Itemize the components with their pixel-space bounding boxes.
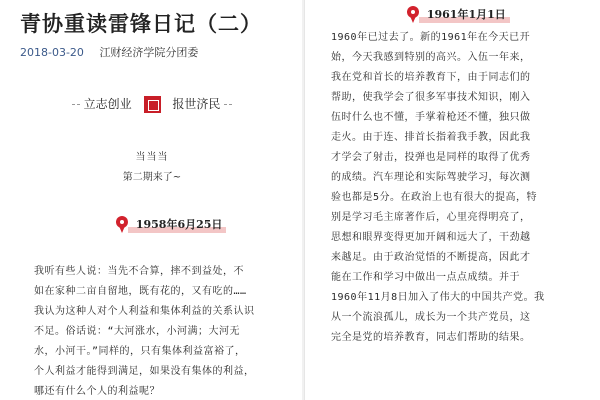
entry-line: 别是学习毛主席著作后，心里亮得明亮了， [331,212,531,223]
pin-icon [405,6,421,24]
motto-right: 报世济民 [172,97,221,111]
motto-banner [0,95,304,113]
right-page [304,0,600,400]
diary-entry-text [34,262,280,400]
article-meta [20,44,198,60]
entry-line: 伍时什么也不懂，手掌着枪还不懂，独只做 [331,112,531,123]
entry-line: 我在党和首长的培养教育下，由于同志们的 [331,72,531,83]
entry-line: 1960年11月8日加入了伟大的中国共产党。我 [331,292,545,303]
entry-line: 我认为这种人对个人利益和集体利益的关系认识 [34,306,255,317]
entry-line: 走火。由于连、排首长指着我手教，因此我 [331,132,531,143]
entry-line: 的成绩。汽车理论和实际驾驶学习，每次测 [331,172,531,183]
entry-line: 我听有些人说：当先不合算，摔不到益处，不 [34,266,244,277]
diary-date-heading: 1958年6月25日 [114,216,222,234]
entry-line: 才学会了射击，投弹也是同样的取得了优秀 [331,152,531,163]
entry-line: 水，小河干。”同样的，只有集体利益富裕了， [34,346,246,357]
entry-line: 1960年已过去了。新的1961年在今天已开 [331,32,531,43]
entry-line: 来越足。由于政治觉悟的不断提高，因此才 [331,252,531,263]
article-title: 青协重读雷锋日记（二） [20,11,262,36]
pin-icon [114,216,130,234]
diary-entry-text [331,28,577,348]
entry-line: 个人利益才能得到满足，如果没有集体的利益， [34,366,255,377]
entry-line: 验也都是5分。在政治上也有很大的提高，特 [331,192,538,203]
diary-date-heading: 1961年1月1日 [405,6,506,24]
entry-line: 帮助，使我学会了很多军事技术知识，刚入 [331,92,531,103]
entry-line: 思想和眼界变得更加开阔和远大了，干劲越 [331,232,531,243]
publish-date: 2018-03-20 [20,46,84,59]
entry-line: 完全是党的培养教育，同志们帮助的结果。 [331,332,531,343]
entry-line: 如在家种二亩自留地，既有花的，又有吃的…… [34,286,247,297]
motto-left: 立志创业 [83,97,132,111]
entry-line: 始，今天我感到特别的高兴。入伍一年来， [331,52,531,63]
entry-line: 能在工作和学习中做出一点点成绩。并于 [331,272,520,283]
issue-subtitle: 第二期来了~ [122,172,182,183]
entry-line: 不足。俗话说：“大河涨水，小河满；大河无 [34,326,241,337]
seal-icon [144,96,161,113]
entry-line: 从一个流浪孤儿，成长为一个共产党员，这 [331,312,531,323]
author-link[interactable]: 江财经济学院分团委 [99,46,199,59]
section-dots: 当当当 [135,152,169,163]
entry-line: 哪还有什么个人的利益呢？ [34,386,160,397]
